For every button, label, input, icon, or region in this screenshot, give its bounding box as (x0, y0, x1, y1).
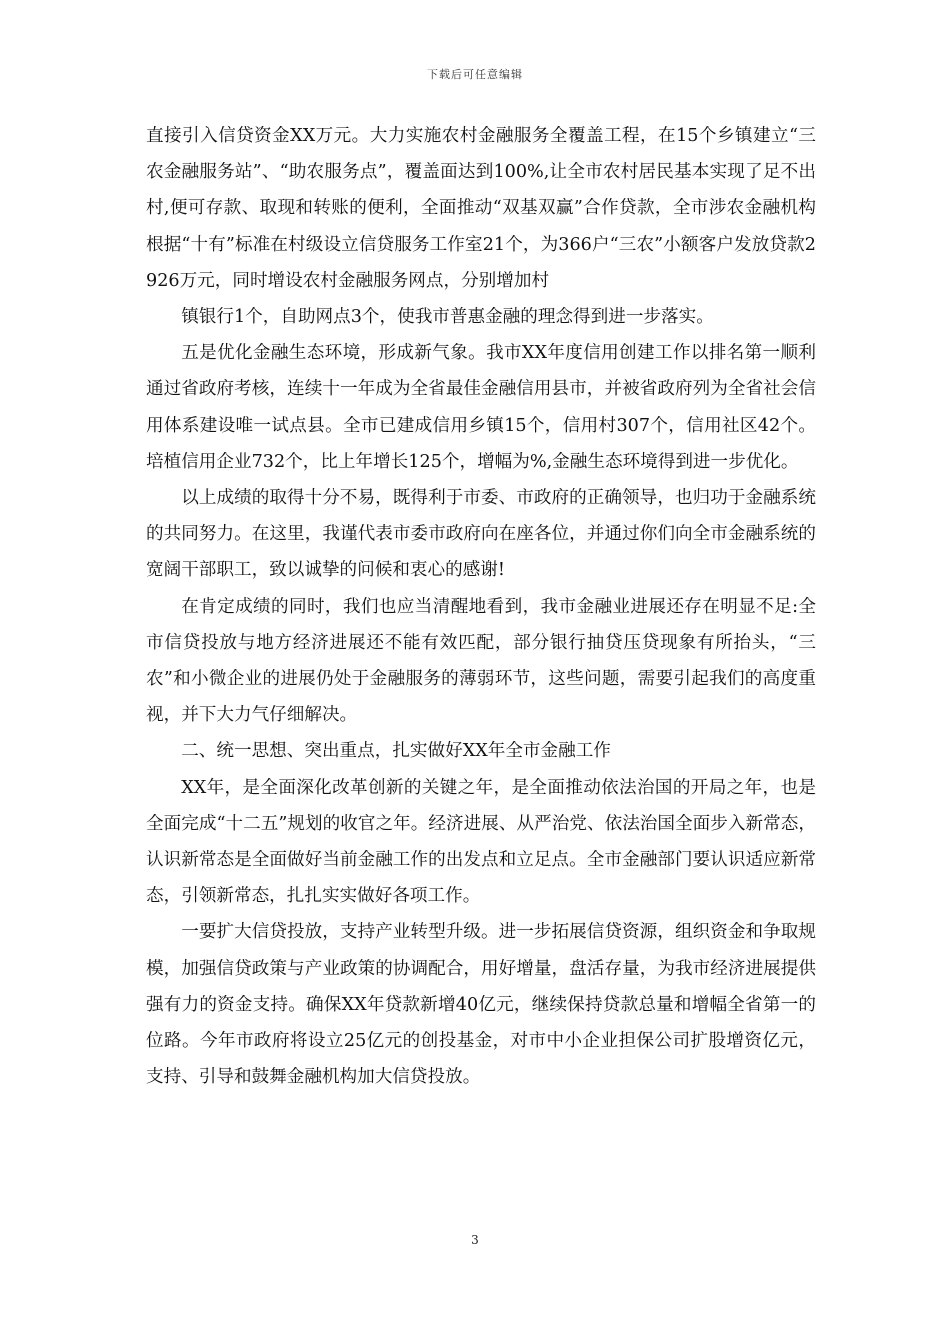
paragraph-continuation: 直接引入信贷资金XX万元。大力实施农村金融服务全覆盖工程，在15个乡镇建立“三农金融服务站”、“助农服务点”，覆盖面达到100%,让全市农村居民基本实现了足不出村,便可存款、取现和转账的便利，全面推动“双基双赢”合作贷款，全市涉农金融机构根据“十有”标准在村级设立信贷服务工作室21个，为366户“三农”小额客户发放贷款2926万元，同时增设农村金融服务网点，分别增加村 (146, 126, 816, 291)
page-header-note: 下载后可任意编辑 (427, 68, 523, 81)
page-number: 3 (471, 1233, 479, 1247)
paragraph-credit-expansion: 一要扩大信贷投放，支持产业转型升级。进一步拓展信贷资源，组织资金和争取规模，加强信贷政策与产业政策的协调配合，用好增量，盘活存量，为我市经济进展提供强有力的资金支持。确保XX年贷款新增40亿元，继续保持贷款总量和增幅全省第一的位路。今年市政府将设立25亿元的创投基金，对市中小企业担保公司扩股增资亿元，支持、引导和鼓舞金融机构加大信贷投放。 (146, 922, 816, 1088)
section-heading: 二、统一思想、突出重点，扎实做好XX年全市金融工作 (181, 741, 611, 762)
paragraph-shortcomings: 在肯定成绩的同时，我们也应当清醒地看到，我市金融业进展还存在明显不足:全市信贷投放与地方经济进展还不能有效匹配，部分银行抽贷压贷现象有所抬头，“三农”和小微企业的进展仍处于金融服务的薄弱环节，这些问题，需要引起我们的高度重视，并下大力气仔细解决。 (146, 596, 816, 726)
paragraph-new-normal: XX年，是全面深化改革创新的关键之年，是全面推动依法治国的开局之年，也是全面完成“十二五”规划的收官之年。经济进展、从严治党、依法治国全面步入新常态，认识新常态是全面做好当前金融工作的出发点和立足点。全市金融部门要认识适应新常态，引领新常态，扎扎实实做好各项工作。 (146, 777, 816, 907)
paragraph-achievements: 以上成绩的取得十分不易，既得利于市委、市政府的正确领导，也归功于金融系统的共同努力。在这里，我谨代表市委市政府向在座各位，并通过你们向全市金融系统的宽阔干部职工，致以诚挚的问候和衷心的感谢! (146, 488, 816, 581)
paragraph-financial-ecology: 五是优化金融生态环境，形成新气象。我市XX年度信用创建工作以排名第一顺利通过省政府考核，连续十一年成为全省最佳金融信用县市，并被省政府列为全省社会信用体系建设唯一试点县。全市已建成信用乡镇15个，信用村307个，信用社区42个。培植信用企业732个，比上年增长125个，增幅为%,金融生态环境得到进一步优化。 (146, 343, 816, 472)
document-body (146, 118, 816, 1095)
paragraph-township-banks: 镇银行1个，自助网点3个，使我市普惠金融的理念得到进一步落实。 (181, 307, 714, 328)
